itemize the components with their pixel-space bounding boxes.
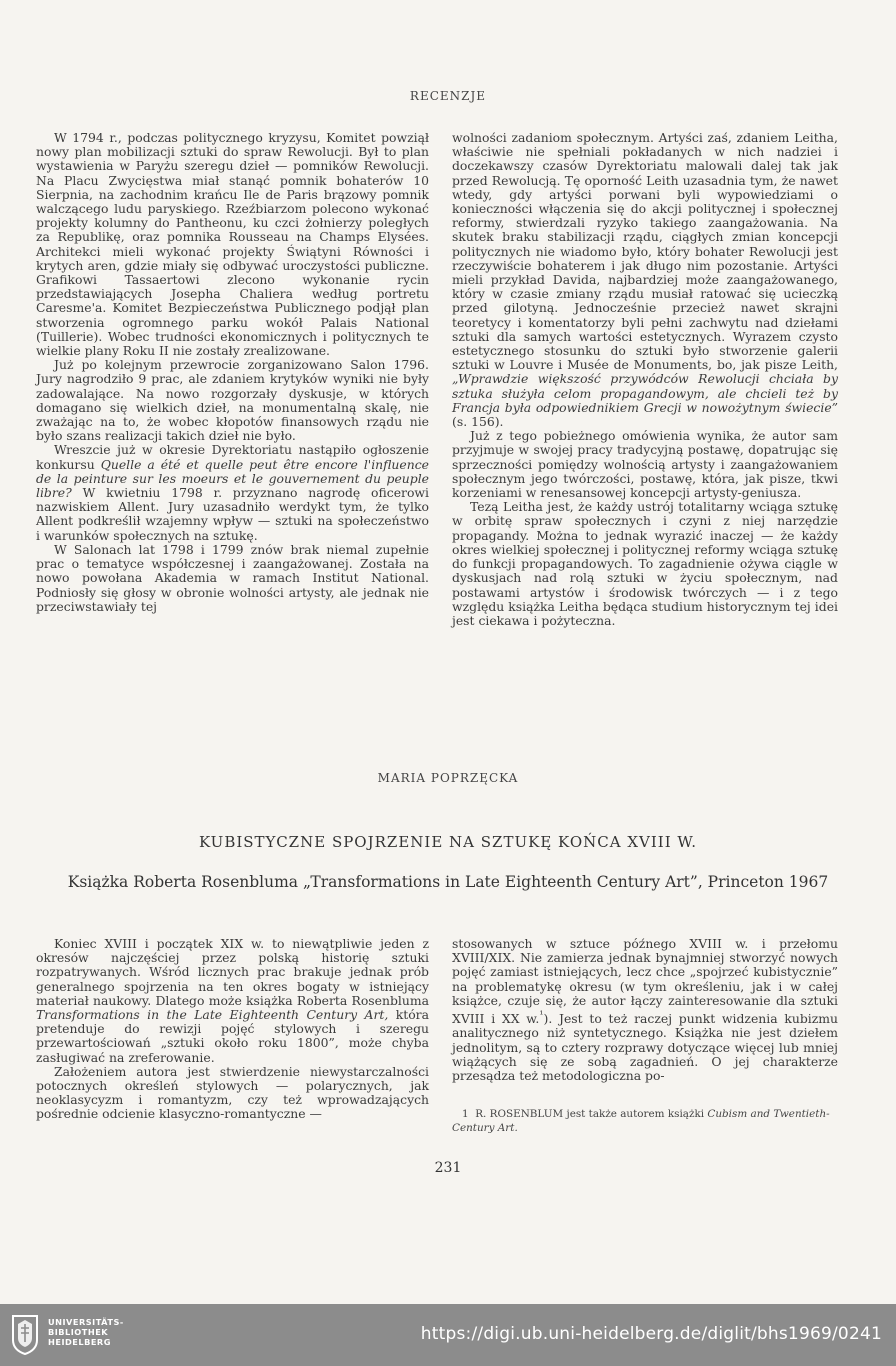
page-number: 231 — [434, 1160, 462, 1176]
paragraph-text: która pretenduje do rewizji pojęć stylowych i szeregu przewartościowań „sztuki około roku 1800”, może chyba zasługiwać na zreferowanie. — [36, 1007, 429, 1065]
paragraph — [36, 443, 429, 542]
library-name-line: UNIVERSITÄTS- — [48, 1317, 124, 1327]
paragraph — [452, 937, 838, 1083]
paragraph-text: ). Jest to też raczej punkt widzenia kubizmu analitycznego niż syntetycznego. Książka nie jest dziełem jednolitym, są to cztery rozprawy dotyczące więcej lub mniej wiążących się ze sobą zagadnień. O jej charakterze przesądza też metodologiczna po- — [452, 1011, 838, 1083]
library-name-line: HEIDELBERG — [48, 1337, 111, 1347]
contest-title: Quelle a été et quelle peut être encore l'influence de la peinture sur les moeurs et le gouvernement du peuple libre? — [36, 456, 429, 501]
paragraph: Już z tego pobieżnego omówienia wynika, że autor sam przyjmuje w swojej pracy tradycyjną postawę, dopatrując się sprzeczności pomiędzy wolnością artysty i zaangażowaniem społecznym jego twórczości, postawę, która, jak pisze, tkwi korzeniami w renesansowej koncepcji artysty-geniusza. — [452, 428, 838, 501]
university-seal-icon — [10, 1312, 40, 1356]
footnote — [452, 1107, 838, 1135]
text-column-2 — [452, 131, 838, 628]
article-title: KUBISTYCZNE SPOJRZENIE NA SZTUKĘ KOŃCA XVIII W. — [199, 833, 697, 851]
article-subtitle: Książka Roberta Rosenbluma „Transformations in Late Eighteenth Century Art”, Princeton 1967 — [67, 873, 829, 891]
paragraph: W 1794 r., podczas politycznego kryzysu, Komitet powziął nowy plan mobilizacji sztuki do spraw Rewolucji. Był to plan wystawienia w Paryżu szeregu dzieł — pomników Rewolucji. Na Placu Zwycięstwa miał stanąć pomnik bohaterów 10 Sierpnia, na zachodnim krańcu Ile de Paris brązowy pomnik walczącego ludu paryskiego. Rzeźbiarzom polecono wykonać projekty kolumny do Pantheonu, ku czci żołnierzy poległych za Republikę, oraz pomnika Rousseau na Champs Elysées. Architekci mieli wykonać projekty Świątyni Równości i krytych aren, gdzie miały się odbywać uroczystości publiczne. Grafikowi Tassaertowi zlecono wykonanie rycin przedstawiających Josepha Chaliera według portretu Caresme'a. Komitet Bezpieczeństwa Publicznego podjął plan stworzenia ogromnego parku wokół Palais National (Tuillerie). Wobec trudności ekonomicznych i politycznych te wielkie plany Roku II nie zostały zrealizowane. — [36, 130, 429, 359]
paragraph: Założeniem autora jest stwierdzenie niewystarczalności potocznych określeń stylowych — polarycznych, jak neoklasycyzm i romantyzm, czy też wprowadzających pośrednie odcienie klasyczno-romantyczne — — [36, 1063, 429, 1122]
book-title: Transformations in the Late Eighteenth Century Art, — [36, 1007, 389, 1023]
library-name — [48, 1317, 124, 1347]
text-column-3 — [36, 937, 429, 1122]
text-column-1 — [36, 131, 429, 614]
footnote-book-title: Cubism and Twentieth-Century Art. — [452, 1108, 830, 1134]
footnote-reference: ¹ — [539, 1009, 544, 1022]
paragraph — [452, 131, 838, 429]
footnote-text: R. ROSENBLUM jest także autorem książki — [475, 1108, 705, 1120]
article-author: MARIA POPRZĘCKA — [377, 771, 519, 785]
footnote-marker: 1 — [462, 1108, 469, 1120]
paragraph-text: wolności zadaniom społecznym. Artyści zaś, zdaniem Leitha, właściwie nie spełniali pokładanych w nich nadziei i doczekawszy czasów Dyrektoriatu malowali dalej tak jak przed Rewolucją. Tę oporność Leith uzasadnia tym, że nawet wtedy, gdy artyści porwani byli wypowiedziami o konieczności włączenia się do akcji politycznej i społecznej reformy, stwierdzali ryzyko takiego zaangażowania. Na skutek braku stabilizacji rządu, ciągłych zmian koncepcji politycznych nie wiadomo było, który bohater Rewolucji jest rzeczywiście bohaterem i jak długo nim pozostanie. Artyści mieli przykład Davida, najbardziej może zaangażowanego, który w czasie zmiany rządu musiał ratować się ucieczką przed gilotyną. Jednocześnie przecież nawet skrajni teoretycy i komentatorzy byli pełni zachwytu nad dziełami sztuki dla samych wartości estetycznych. Wyrazem czysto estetycznego stosunku do sztuki było stworzenie galerii sztuki w Louvre i Musée de Monuments, bo, jak pisze Leith, — [452, 130, 838, 373]
paragraph-text: Koniec XVIII i początek XIX w. to niewątpliwie jeden z okresów najczęściej przez polską historię sztuki rozpatrywanych. Wśród licznych prac brakuje jednak prób generalnego spojrzenia na ten okres bogaty w istniejący materiał naukowy. Dlatego może książka Roberta Rosenbluma — [36, 936, 429, 1008]
running-head: RECENZJE — [409, 89, 487, 103]
library-name-line: BIBLIOTHEK — [48, 1327, 109, 1337]
paragraph: W Salonach lat 1798 i 1799 znów brak niemal zupełnie prac o tematyce współczesnej i zaangażowanej. Została na nowo powołana Akademia w ramach Institut National. Podniosły się głosy w obronie wolności artysty, ale jednak nie przeciwstawiały tej — [36, 541, 429, 614]
paragraph: Już po kolejnym przewrocie zorganizowano Salon 1796. Jury nagrodziło 9 prac, ale zdaniem krytyków wyniki nie były zadowalające. Na nowo rozgorzały dyskusje, w których domagano się wielkich dzieł, na monumentalną skalę, nie zważając na to, że wobec kłopotów finansowych rządu nie było szans realizacji takich dzieł nie było. — [36, 357, 429, 444]
quotation: „Wprawdzie większość przywódców Rewolucji chciała by sztuka służyła celom propagandowym, ale chcieli też by Francja była odpowiednikiem Grecji w nowożytnym świecie” — [452, 371, 838, 415]
text-column-4 — [452, 937, 838, 1083]
paragraph: Tezą Leitha jest, że każdy ustrój totalitarny wciąga sztukę w orbitę spraw społecznych i czyni z niej narzędzie propagandy. Można to jednak wyrazić inaczej — że każdy okres wielkiej społecznej i politycznej reformy wciąga sztukę do funkcji propagandowych. To zagadnienie ożywa ciągle w dyskusjach nad rolą sztuki w życiu społecznym, nad postawami artystów i środowisk twórczych — i z tego względu książka Leitha będąca studium historycznym tej idei jest ciekawa i pożyteczna. — [452, 499, 838, 628]
citation: (s. 156). — [452, 414, 504, 430]
permalink-url[interactable]: https://digi.ub.uni-heidelberg.de/diglit/bhs1969/0241 — [420, 1324, 882, 1344]
paragraph-text: W kwietniu 1798 r. przyznano nagrodę oficerowi nazwiskiem Allent. Jury uzasadniło werdykt tym, że tylko Allent podkreślił wzajemny wpływ — sztuki na społeczeństwo i warunków społecznych na sztukę. — [36, 485, 429, 543]
viewer-footer — [0, 1304, 896, 1366]
paragraph-text: Wreszcie już w okresie Dyrektoriatu nastąpiło ogłoszenie konkursu — [36, 442, 429, 472]
paragraph-text: stosowanych w sztuce późnego XVIII w. i przełomu XVIII/XIX. Nie zamierza jednak bynajmniej stworzyć nowych pojęć zamiast istniejących, lecz chce „spojrzeć kubistycznie” na problematykę okresu (w tym określeniu, jak i w całej książce, czuje się, że autor łączy zainteresowanie dla sztuki XVIII i XX w. — [452, 936, 838, 1027]
paragraph — [36, 937, 429, 1065]
